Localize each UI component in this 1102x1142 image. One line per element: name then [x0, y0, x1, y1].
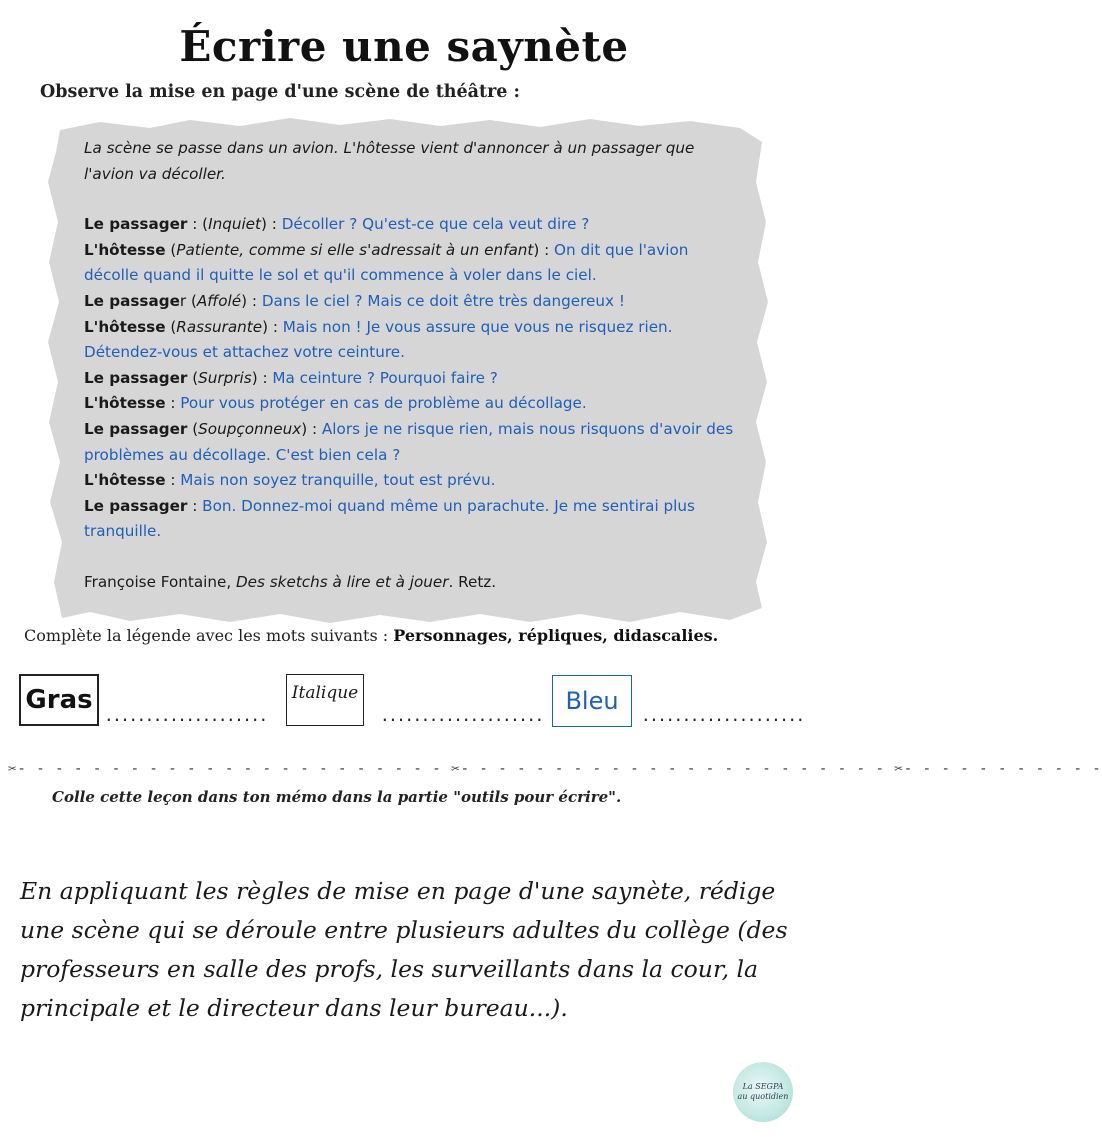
speaker-name: Le passager — [84, 419, 188, 438]
play-excerpt — [84, 136, 744, 611]
punctuation: ) : — [260, 215, 282, 234]
answer-blank-1: .................... — [104, 706, 267, 725]
replique: Décoller ? Qu'est-ce que cela veut dire ? — [281, 215, 590, 234]
source-book: Des sketchs à lire et à jouer — [235, 572, 449, 591]
replique: On dit que l'avion décolle quand il quitte le sol et qu'il commence à voler dans le ciel. — [84, 240, 689, 285]
replique: Dans le ciel ? Mais ce doit être très dangereux ! — [261, 291, 625, 310]
dialogue-line — [84, 212, 744, 238]
punctuation: ( — [187, 368, 199, 387]
punctuation: ( — [165, 240, 177, 259]
replique: Mais non ! Je vous assure que vous ne risquez rien. Détendez-vous et attachez votre ceinture. — [84, 317, 673, 362]
punctuation: : — [165, 394, 181, 413]
replique: Pour vous protéger en cas de problème au décollage. — [180, 394, 587, 413]
scissors-cut-line: ✂- - - - - - - - - - - - - - - - - - - - - - - ✂- - - - - - - - - - - - - - - - - - - - - - - ✂- - - - - - - - - - - — [8, 761, 1102, 777]
replique: Mais non soyez tranquille, tout est prévu. — [180, 471, 496, 490]
logo-line-2: au quotidien — [737, 1092, 789, 1101]
instruction-text: Complète la légende avec les mots suivants : — [24, 626, 394, 645]
punctuation: ) : — [262, 317, 283, 336]
punctuation: : ( — [187, 215, 209, 234]
didascalie: Surpris — [198, 368, 252, 387]
dialogue-line — [84, 391, 744, 417]
didascalie: Inquiet — [208, 215, 261, 234]
replique: Alors je ne risque rien, mais nous risquons d'avoir des problèmes au décollage. C'est bien cela ? — [84, 419, 734, 464]
speaker-name: Le passager — [84, 368, 188, 387]
legend-box-italique: Italique — [286, 674, 364, 726]
source-author: Françoise Fontaine, — [84, 572, 236, 591]
legend-box-bleu: Bleu — [552, 675, 632, 727]
legend-instruction — [24, 626, 718, 645]
dialogue-line — [84, 417, 744, 468]
dialogue-line — [84, 315, 744, 366]
didascalie: Affolé — [196, 291, 242, 310]
punctuation: r ( — [179, 291, 197, 310]
punctuation: ) : — [301, 419, 322, 438]
dialogue-line — [84, 238, 744, 289]
replique: Bon. Donnez-moi quand même un parachute. Je me sentirai plus tranquille. — [84, 496, 695, 541]
dialogue-line — [84, 494, 744, 545]
memo-instruction: Colle cette leçon dans ton mémo dans la partie "outils pour écrire". — [52, 788, 622, 806]
speaker-name: L'hôtesse — [84, 317, 166, 336]
punctuation: ( — [165, 317, 177, 336]
punctuation: : — [187, 496, 203, 515]
answer-blank-2: .................... — [380, 706, 543, 725]
didascalie: Soupçonneux — [198, 419, 302, 438]
speaker-name: L'hôtesse — [84, 394, 166, 413]
page-subtitle: Observe la mise en page d'une scène de théâtre : — [40, 82, 520, 102]
punctuation: ) : — [533, 240, 555, 259]
answer-blank-3: .................... — [641, 706, 804, 725]
source-publisher: . Retz. — [448, 572, 497, 591]
scene-intro: La scène se passe dans un avion. L'hôtesse vient d'annoncer à un passager que l'avion va décoller. — [84, 139, 695, 183]
dialogue-line — [84, 468, 744, 494]
logo-line-1: La SEGPA — [742, 1082, 784, 1091]
speaker-name: L'hôtesse — [84, 240, 166, 259]
didascalie: Patiente, comme si elle s'adressait à un enfant — [176, 240, 534, 259]
speaker-name: Le passager — [84, 496, 188, 515]
speaker-name: Le passage — [84, 291, 180, 310]
source-citation — [84, 570, 744, 596]
speaker-name: Le passager — [84, 215, 188, 234]
punctuation: ) : — [241, 291, 262, 310]
page-title: Écrire une saynète — [179, 22, 629, 71]
punctuation: : — [165, 471, 181, 490]
punctuation: ) : — [251, 368, 273, 387]
didascalie: Rassurante — [176, 317, 263, 336]
instruction-words: Personnages, répliques, didascalies. — [393, 626, 719, 645]
dialogue-line — [84, 289, 744, 315]
dialogue-lines — [84, 212, 744, 545]
speaker-name: L'hôtesse — [84, 471, 166, 490]
dialogue-line — [84, 366, 744, 392]
legend-box-gras: Gras — [19, 674, 99, 726]
replique: Ma ceinture ? Pourquoi faire ? — [272, 368, 498, 387]
segpa-logo — [733, 1062, 793, 1122]
writing-task: En appliquant les règles de mise en page d'une saynète, rédige une scène qui se déroule entre plusieurs adultes du collège (des professeurs en salle des profs, les surveillants dans la cour, la principale et le directeur dans leur bureau...). — [20, 877, 788, 1022]
punctuation: ( — [187, 419, 199, 438]
